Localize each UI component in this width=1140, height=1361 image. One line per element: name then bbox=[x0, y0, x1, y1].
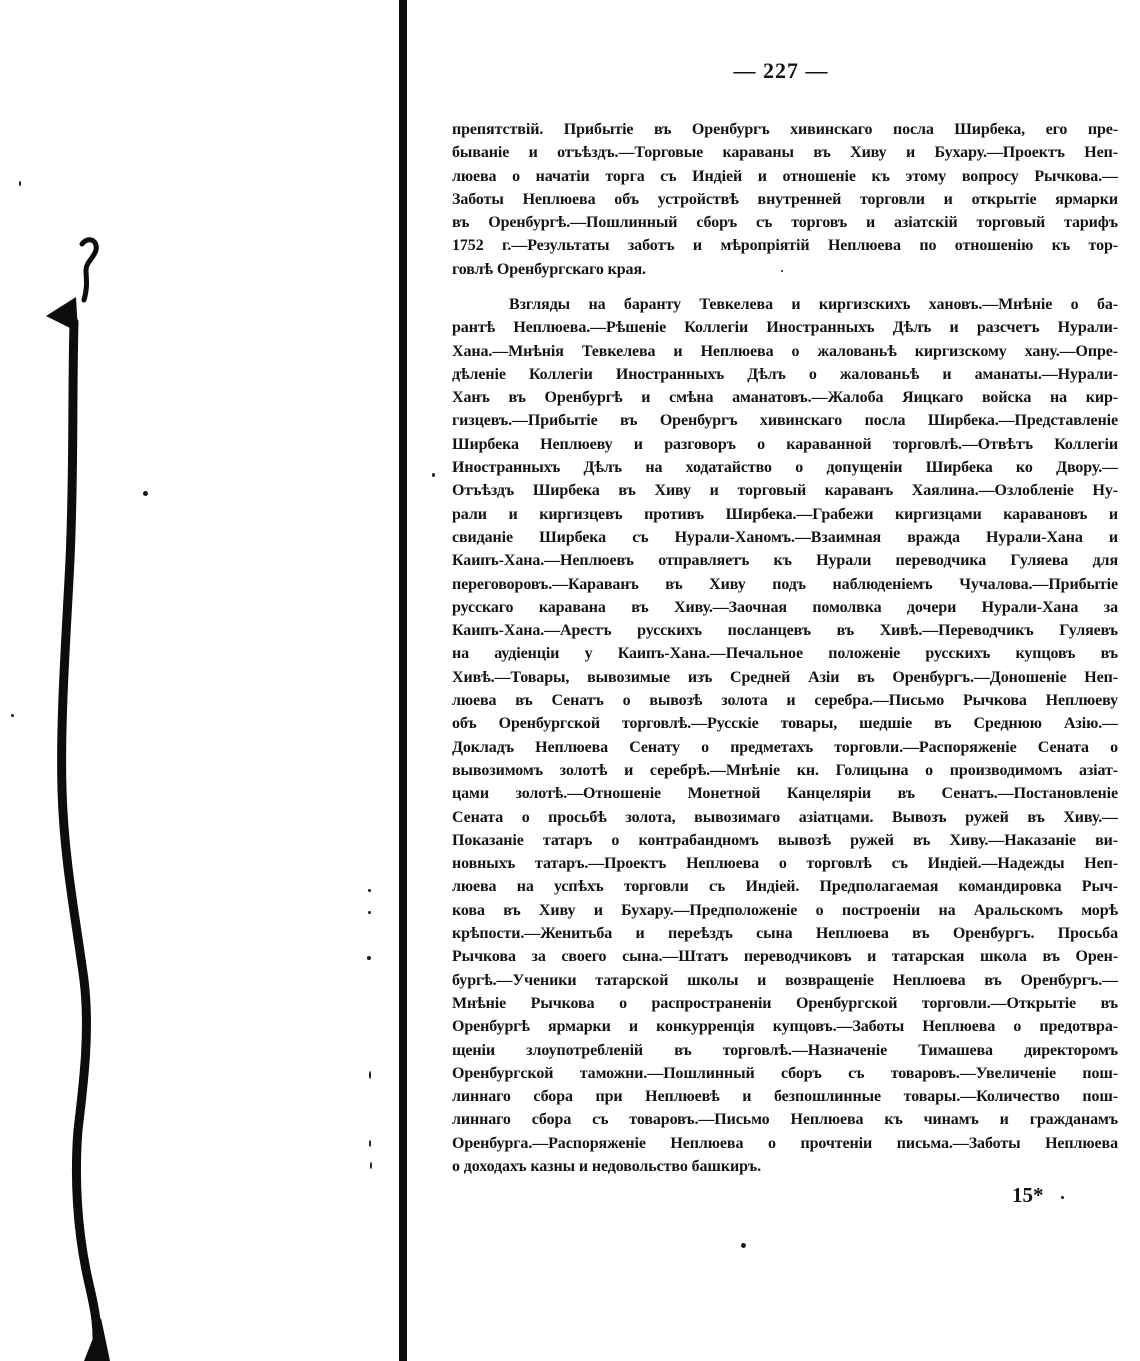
text-line: люева о начатіи торга съ Индіей и отношеніе къ этому вопросу Рычкова.— bbox=[452, 167, 1118, 185]
text-line: говлѣ Оренбургскаго края. bbox=[452, 260, 646, 278]
text-line: Оренбурга.—Распоряженіе Неплюева о прочтеніи письма.—Заботы Неплюева bbox=[452, 1134, 1118, 1152]
speck bbox=[367, 956, 371, 960]
text-line: линнаго сбора при Неплюевѣ и безпошлинные товары.—Количество пош- bbox=[452, 1088, 1118, 1106]
text-line: Каипъ-Хана.—Неплюевъ отправляетъ къ Нурали переводчика Гуляева для bbox=[452, 552, 1118, 570]
gutter-line bbox=[399, 0, 407, 1361]
text-line: Хивѣ.—Товары, вывозимые изъ Средней Азіи въ Оренбургъ.—Доношеніе Неп- bbox=[452, 668, 1118, 686]
text-line: Докладъ Неплюева Сенату о предметахъ торговли.—Распоряженіе Сената о bbox=[452, 738, 1118, 756]
text-line: Ханъ въ Оренбургѣ и смѣна аманатовъ.—Жалоба Яицкаго войска на кир- bbox=[452, 389, 1118, 407]
speck bbox=[432, 473, 435, 477]
text-line: Заботы Неплюева объ устройствѣ внутренней торговли и открытіе ярмарки bbox=[452, 190, 1118, 208]
text-line: щеніи злоупотребленій въ торговлѣ.—Назначеніе Тимашева директоромъ bbox=[452, 1041, 1118, 1059]
speck bbox=[143, 491, 148, 496]
text-line: Иностранныхъ Дѣлъ на ходатайство о допущеніи Ширбека ко Двору.— bbox=[452, 459, 1118, 477]
speck bbox=[370, 1162, 372, 1169]
text-line: Хана.—Мнѣнія Тевкелева и Неплюева о жалованьѣ киргизскому хану.—Опре- bbox=[452, 342, 1118, 360]
paragraph-1 bbox=[452, 118, 1118, 281]
speck bbox=[11, 714, 14, 717]
text-line: вывозимомъ золотѣ и серебрѣ.—Мнѣніе кн. Голицына о производимомъ азіат- bbox=[452, 761, 1118, 779]
speck bbox=[368, 911, 371, 914]
text-line: Ширбека Неплюеву и разговоръ о караванной торговлѣ.—Отвѣтъ Коллегіи bbox=[452, 435, 1118, 453]
text-line: Показаніе татаръ о контрабандномъ вывозѣ ружей въ Хиву.—Наказаніе ви- bbox=[452, 831, 1118, 849]
text-line: Рычкова за своего сына.—Штатъ переводчиковъ и татарская школа въ Орен- bbox=[452, 948, 1118, 966]
text-line: на аудіенціи у Каипъ-Хана.—Печальное положеніе русскихъ купцовъ въ bbox=[452, 645, 1118, 663]
text-line: Сената о просьбѣ золота, вывозимаго азіатцами. Вывозъ ружей въ Хиву.— bbox=[452, 808, 1118, 826]
text-line: Каипъ-Хана.—Арестъ русскихъ посланцевъ въ Хивѣ.—Переводчикъ Гуляевъ bbox=[452, 622, 1118, 640]
text-line: свиданіе Ширбека съ Нурали-Ханомъ.—Взаимная вражда Нурали-Хана и bbox=[452, 528, 1118, 546]
text-line: въ Оренбургѣ.—Пошлинный сборъ съ торговъ и азіатскій торговый тарифъ bbox=[452, 214, 1118, 232]
text-line: новныхъ татаръ.—Проектъ Неплюева о торговлѣ съ Индіей.—Надежды Неп- bbox=[452, 855, 1118, 873]
signature-mark: 15* bbox=[1012, 1183, 1044, 1207]
text-line: русскаго каравана въ Хиву.—Заочная помолвка дочери Нурали-Хана за bbox=[452, 598, 1118, 616]
speck bbox=[1061, 1196, 1064, 1199]
paragraph-2 bbox=[452, 293, 1118, 1178]
text-line: дѣленіе Коллегіи Иностранныхъ Дѣлъ о жалованьѣ и аманаты.—Нурали- bbox=[452, 365, 1118, 383]
text-line: 1752 г.—Результаты заботъ и мѣропріятій Неплюева по отношенію къ тор- bbox=[452, 237, 1118, 255]
text-line: объ Оренбургской торговлѣ.—Русскіе товары, шедшіе въ Среднюю Азію.— bbox=[452, 715, 1118, 733]
text-line: бургѣ.—Ученики татарской школы и возвращеніе Неплюева въ Оренбургъ.— bbox=[452, 971, 1118, 989]
text-line: о доходахъ казны и недовольство башкиръ. bbox=[452, 1157, 762, 1175]
left-page-edge-shadow bbox=[0, 0, 398, 1361]
text-line: бываніе и отъѣздъ.—Торговые караваны въ Хиву и Бухару.—Проектъ Неп- bbox=[452, 144, 1118, 162]
text-line: рали и киргизцевъ противъ Ширбека.—Грабежи киргизцами каравановъ и bbox=[452, 505, 1118, 523]
text-line: препятствій. Прибытіе въ Оренбургъ хивинскаго посла Ширбека, его пре- bbox=[452, 121, 1118, 138]
speck bbox=[741, 1243, 746, 1248]
text-line: Мнѣніе Рычкова о распространеніи Оренбургской торговли.—Открытіе въ bbox=[452, 994, 1118, 1012]
text-line: Оренбургской таможни.—Пошлинный сборъ съ товаровъ.—Увеличеніе пош- bbox=[452, 1064, 1118, 1082]
page-number: — 227 — bbox=[733, 58, 829, 83]
text-line: цами золотѣ.—Отношеніе Монетной Канцеляріи въ Сенатъ.—Постановленіе bbox=[452, 785, 1118, 803]
speck bbox=[368, 889, 371, 892]
text-line: гизцевъ.—Прибытіе въ Оренбургъ хивинскаго посла Ширбека.—Представленіе bbox=[452, 412, 1118, 430]
text-line: люева на успѣхъ торговли съ Индіей. Предполагаемая командировка Рыч- bbox=[452, 878, 1118, 896]
text-line: линнаго сбора съ товаровъ.—Письмо Неплюева къ чинамъ и гражданамъ bbox=[452, 1111, 1118, 1129]
text-line: Оренбургѣ ярмарки и конкурренція купцовъ.—Заботы Неплюева о предотвра- bbox=[452, 1018, 1118, 1036]
text-line: кова въ Хиву и Бухару.—Предположеніе о построеніи на Аральскомъ морѣ bbox=[452, 901, 1118, 919]
speck bbox=[19, 181, 21, 186]
text-line: люева въ Сенатъ о вывозѣ золота и серебра.—Письмо Рычкова Неплюеву bbox=[452, 692, 1118, 710]
text-line: рантѣ Неплюева.—Рѣшеніе Коллегіи Иностранныхъ Дѣлъ и разсчетъ Нурали- bbox=[452, 319, 1118, 337]
speck bbox=[369, 1071, 371, 1079]
text-line: переговоровъ.—Караванъ въ Хиву подъ наблюденіемъ Чучалова.—Прибытіе bbox=[452, 575, 1118, 593]
speck bbox=[369, 1140, 371, 1147]
text-line: Взгляды на баранту Тевкелева и киргизскихъ хановъ.—Мнѣніе о ба- bbox=[509, 296, 1118, 313]
text-line: крѣпости.—Женитьба и переѣздъ сына Неплюева въ Оренбургъ. Просьба bbox=[452, 925, 1118, 943]
text-line: Отъѣздъ Ширбека въ Хиву и торговый караванъ Хаялина.—Озлобленіе Ну- bbox=[452, 482, 1118, 500]
